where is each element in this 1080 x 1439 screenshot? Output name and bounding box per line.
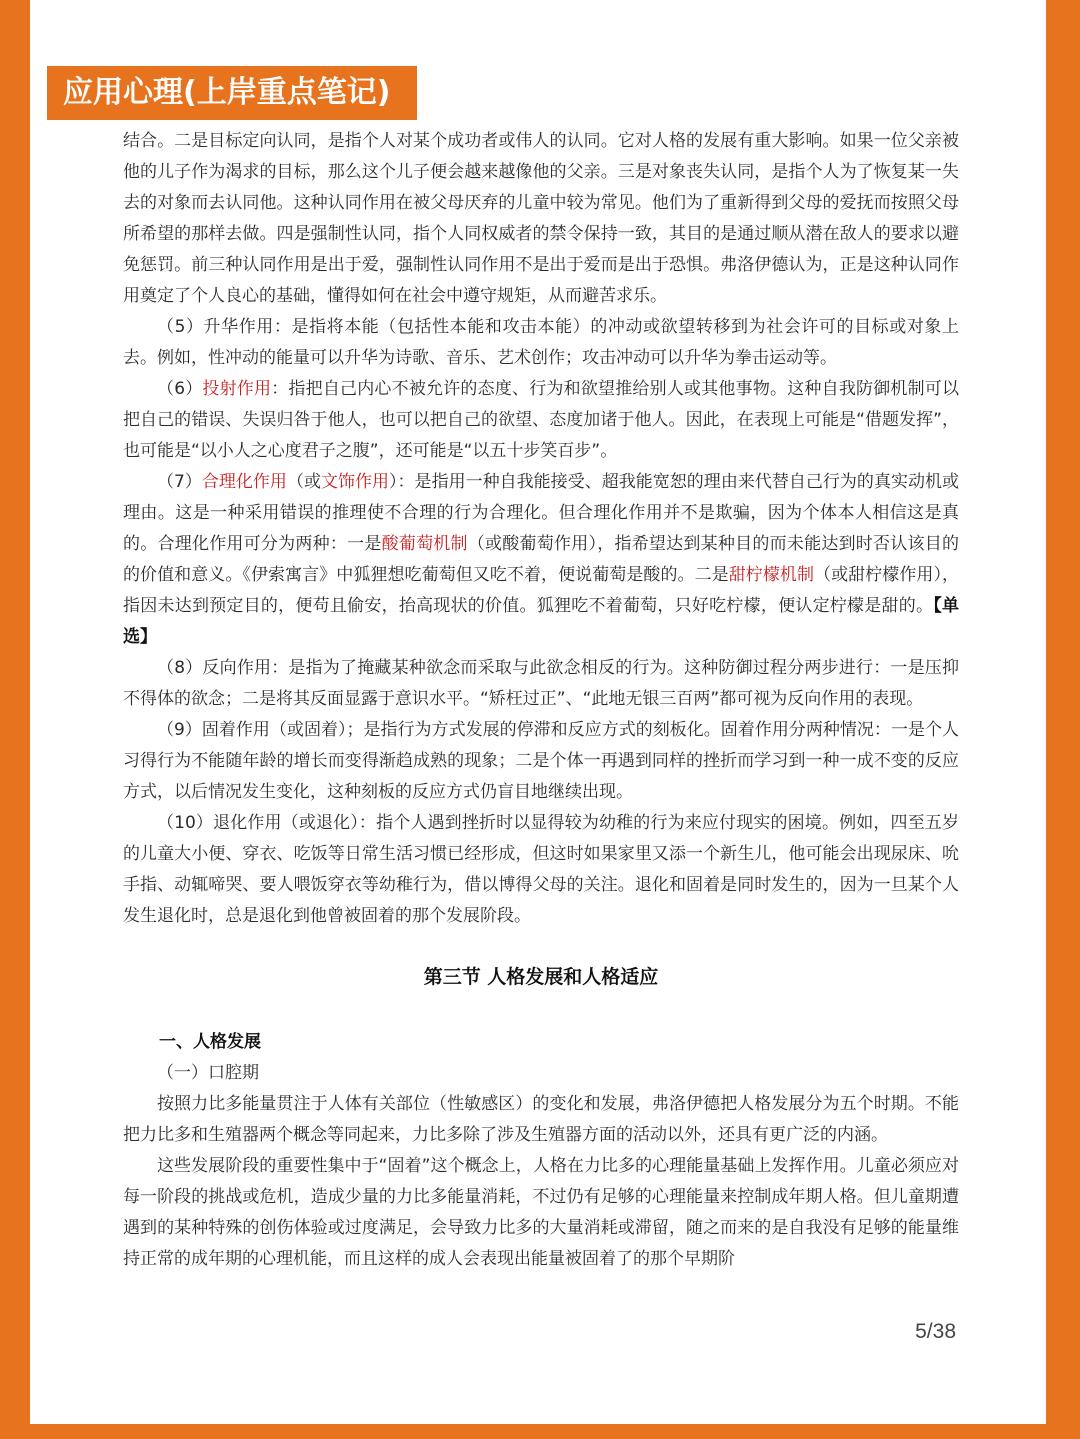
text-span: （7）	[157, 472, 202, 492]
section-title: 第三节 人格发展和人格适应	[423, 966, 659, 988]
paragraph: （10）退化作用（或退化）：指个人遇到挫折时以显得较为幼稚的行为来应付现实的困境。例如，四至五岁的儿童大小便、穿衣、吃饭等日常生活习惯已经形成，但这时如果家里又添一个新生儿，他可能会出现尿床、吮手指、动辄啼哭、要人喂饭穿衣等幼稚行为，借以博得父母的关注。退化和固着是同时发生的，因为一旦某个人发生退化时，总是退化到他曾被固着的那个发展阶段。	[123, 813, 959, 926]
paragraph: （5）升华作用：是指将本能（包括性本能和攻击本能）的冲动或欲望转移到为社会许可的目标或对象上去。例如，性冲动的能量可以升华为诗歌、音乐、艺术创作；攻击冲动可以升华为拳击运动等。	[123, 317, 959, 368]
paragraph: 按照力比多能量贯注于人体有关部位（性敏感区）的变化和发展，弗洛伊德把人格发展分为五个时期。不能把力比多和生殖器两个概念等同起来，力比多除了涉及生殖器方面的活动以外，还具有更广泛的内涵。	[123, 1094, 959, 1145]
paragraph	[123, 374, 959, 467]
text-span: ：指把自己内心不被允许的态度、行为和欲望推给别人或其他事物。这种自我防御机制可以把自己的错误、失误归咎于他人，也可以把自己的欲望、态度加诸于他人。因此，在表现上可能是“借题发挥”，也可能是“以小人之心度君子之腹”，还可能是“以五十步笑百步”。	[123, 379, 960, 461]
header-banner	[47, 66, 417, 120]
text-span: ）：是指用一种自我能接受、超我能宽恕的理由来代替自己行为的真实动机或理由。这是一种采用错误的推理使不合理的行为合理化。但合理化作用并不是欺骗，因为个体本人相信这是真的。合理化作用可分为两种：一是	[123, 472, 960, 554]
sub-sub-heading: （一）口腔期	[157, 1063, 259, 1083]
text-span: （6）	[157, 379, 203, 399]
text-span: （或甜柠檬作用），指因未达到预定目的，便苟且偷安，抬高现状的价值。狐狸吃不着葡萄，只好吃柠檬，便认定柠檬是甜的。	[123, 565, 960, 616]
text-span: （或酸葡萄作用），指希望达到某种目的而未能达到时否认该目的的价值和意义。《伊索寓言》中狐狸想吃葡萄但又吃不着，便说葡萄是酸的。二是	[123, 534, 960, 585]
text-span: （或	[286, 472, 321, 492]
highlight-term: 文饰作用	[320, 472, 390, 492]
paragraph	[123, 467, 959, 653]
paragraph: （8）反向作用：是指为了掩藏某种欲念而采取与此欲念相反的行为。这种防御过程分两步进行：一是压抑不得体的欲念；二是将其反面显露于意识水平。“矫枉过正”、“此地无银三百两”都可视为反向作用的表现。	[123, 658, 959, 709]
highlight-term: 甜柠檬机制	[728, 565, 815, 585]
header-title: 应用心理(上岸重点笔记)	[63, 75, 391, 110]
highlight-term: 酸葡萄机制	[381, 534, 468, 554]
paragraph: 结合。二是目标定向认同，是指个人对某个成功者或伟人的认同。它对人格的发展有重大影响。如果一位父亲被他的儿子作为渴求的目标，那么这个儿子便会越来越像他的父亲。三是对象丧失认同，是指个人为了恢复某一失去的对象而去认同他。这种认同作用在被父母厌弃的儿童中较为常见。他们为了重新得到父母的爱抚而按照父母所希望的那样去做。四是强制性认同，指个人同权威者的禁令保持一致，其目的是通过顺从潜在敌人的要求以避免惩罚。前三种认同作用是出于爱，强制性认同作用不是出于爱而是出于恐惧。弗洛伊德认为，正是这种认同作用奠定了个人良心的基础，懂得如何在社会中遵守规矩，从而避苦求乐。	[123, 131, 959, 306]
paragraph: 这些发展阶段的重要性集中于“固着”这个概念上，人格在力比多的心理能量基础上发挥作用。儿童必须应对每一阶段的挑战或危机，造成少量的力比多能量消耗，不过仍有足够的心理能量来控制成年期人格。但儿童期遭遇到的某种特殊的创伤体验或过度满足，会导致力比多的大量消耗或滞留，随之而来的是自我没有足够的能量维持正常的成年期的心理机能，而且这样的成人会表现出能量被固着了的那个早期阶	[123, 1156, 959, 1269]
highlight-term: 合理化作用	[201, 472, 287, 492]
page-number: 5/38	[915, 1320, 956, 1343]
tag-single-choice: 【单选】	[123, 596, 960, 647]
paragraph: （9）固着作用（或固着）；是指行为方式发展的停滞和反应方式的刻板化。固着作用分两种情况：一是个人习得行为不能随年龄的增长而变得渐趋成熟的现象；二是个体一再遇到同样的挫折而学习到一种一成不变的反应方式，以后情况发生变化，这种刻板的反应方式仍盲目地继续出现。	[123, 720, 959, 802]
document-body	[123, 126, 959, 1275]
highlight-term: 投射作用	[202, 379, 272, 399]
sub-heading: 一、人格发展	[159, 1032, 261, 1052]
